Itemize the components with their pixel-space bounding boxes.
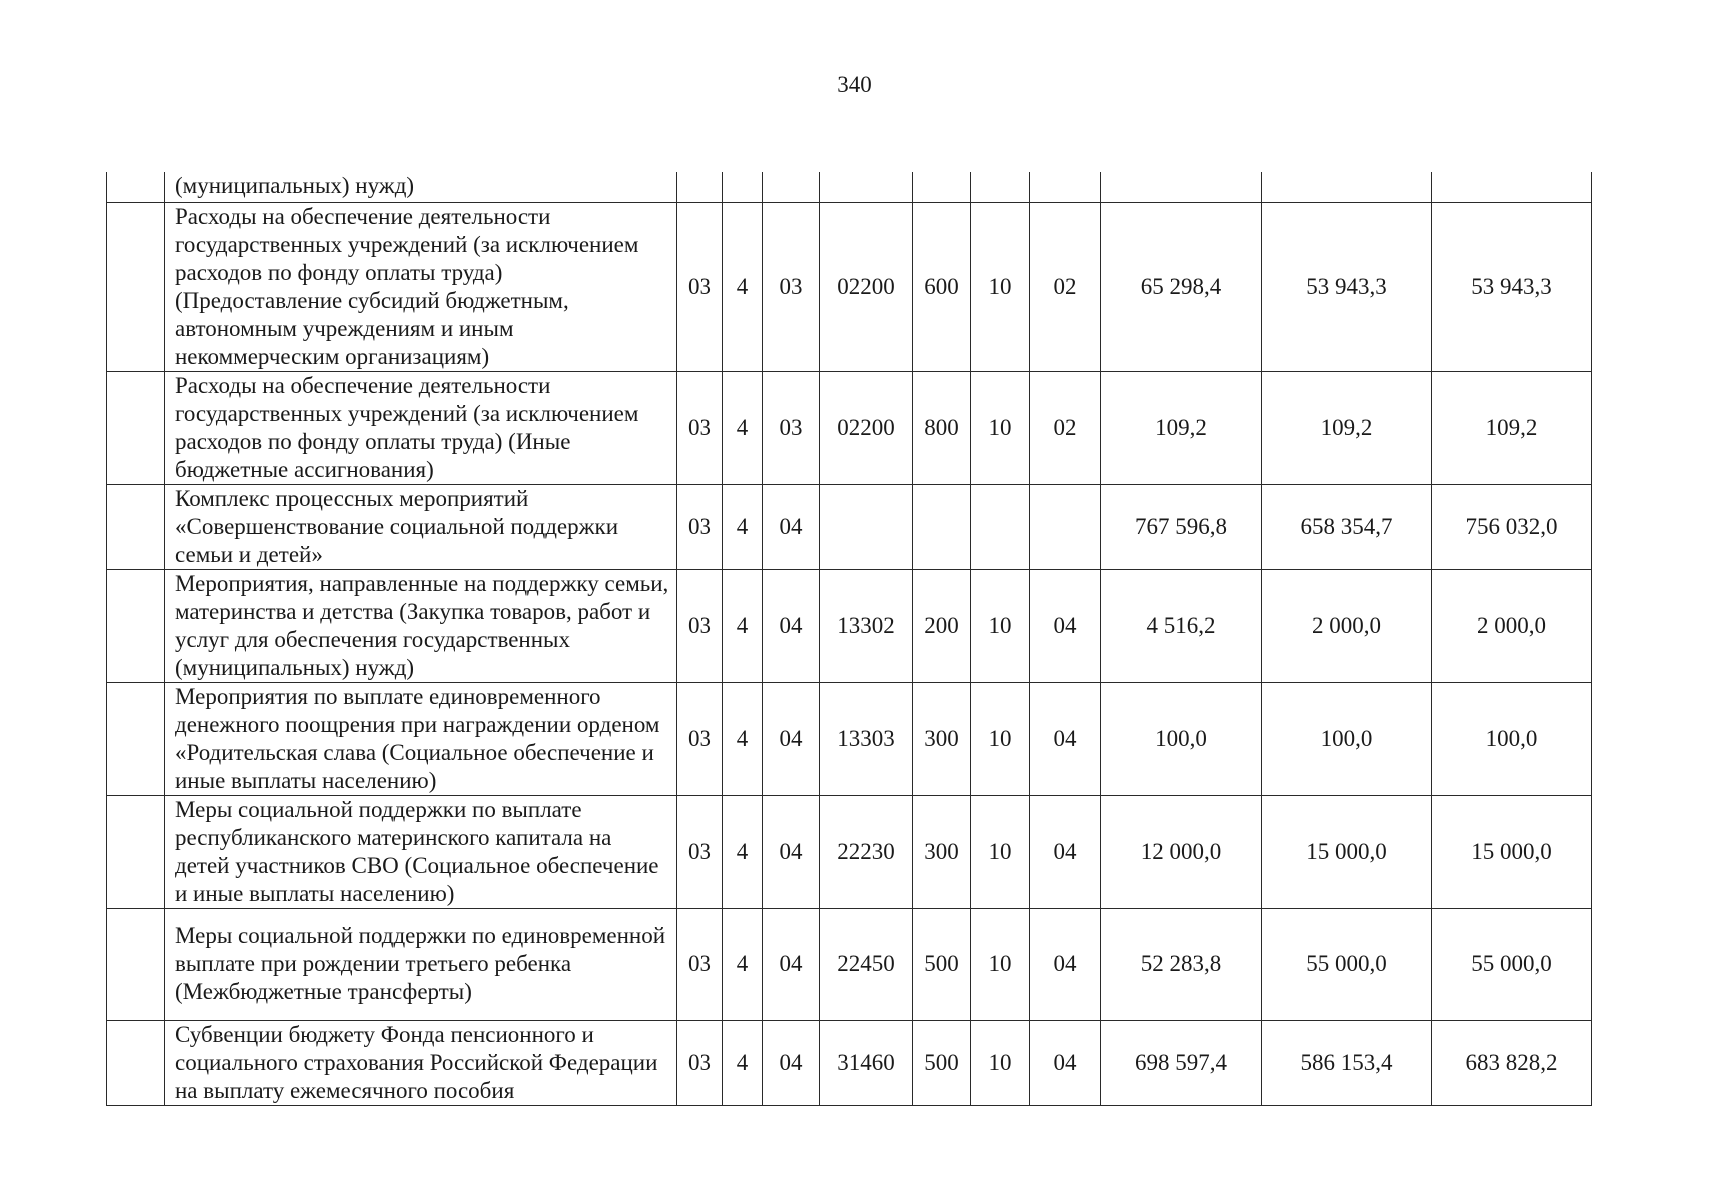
code-cell-vr: 300 <box>913 795 971 908</box>
code-cell-direction: 13303 <box>820 682 913 795</box>
code-cell-vr: 600 <box>913 202 971 371</box>
code-cell-gp <box>677 172 723 202</box>
amount-cell-year-2: 109,2 <box>1262 371 1432 484</box>
code-cell-pr: 04 <box>1030 682 1101 795</box>
table-row <box>107 1020 1592 1105</box>
code-cell-rz: 10 <box>971 1020 1030 1105</box>
code-cell-direction: 13302 <box>820 569 913 682</box>
row-number-cell <box>107 1020 165 1105</box>
code-cell-struct: 03 <box>763 371 820 484</box>
code-cell-gp: 03 <box>677 371 723 484</box>
description-cell: Мероприятия по выплате единовременного денежного поощрения при награждении орденом «Родительская слава (Социальное обеспечение и иные выплаты населению) <box>165 682 677 795</box>
row-number-cell <box>107 569 165 682</box>
amount-cell-year-3: 55 000,0 <box>1432 908 1592 1020</box>
amount-cell-year-3: 756 032,0 <box>1432 484 1592 569</box>
code-cell-vr: 500 <box>913 1020 971 1105</box>
code-cell-vr: 300 <box>913 682 971 795</box>
description-cell: Расходы на обеспечение деятельности государственных учреждений (за исключением расходов по фонду оплаты труда) (Иные бюджетные ассигнования) <box>165 371 677 484</box>
table-row <box>107 484 1592 569</box>
description-cell: Мероприятия, направленные на поддержку семьи, материнства и детства (Закупка товаров, работ и услуг для обеспечения государственных (муниципальных) нужд) <box>165 569 677 682</box>
code-cell-type: 4 <box>723 1020 763 1105</box>
row-number-cell <box>107 202 165 371</box>
amount-cell-year-2 <box>1262 172 1432 202</box>
code-cell-pr <box>1030 484 1101 569</box>
amount-cell-year-3: 15 000,0 <box>1432 795 1592 908</box>
code-cell-vr: 500 <box>913 908 971 1020</box>
row-number-cell <box>107 908 165 1020</box>
code-cell-struct: 04 <box>763 1020 820 1105</box>
code-cell-struct: 04 <box>763 682 820 795</box>
code-cell-gp: 03 <box>677 484 723 569</box>
amount-cell-year-2: 586 153,4 <box>1262 1020 1432 1105</box>
row-number-cell <box>107 371 165 484</box>
code-cell-struct: 03 <box>763 202 820 371</box>
code-cell-type <box>723 172 763 202</box>
table-row <box>107 682 1592 795</box>
amount-cell-year-1: 65 298,4 <box>1101 202 1262 371</box>
code-cell-vr <box>913 484 971 569</box>
table-row <box>107 908 1592 1020</box>
table-row <box>107 371 1592 484</box>
code-cell-gp: 03 <box>677 1020 723 1105</box>
code-cell-pr: 04 <box>1030 569 1101 682</box>
amount-cell-year-1: 767 596,8 <box>1101 484 1262 569</box>
amount-cell-year-1 <box>1101 172 1262 202</box>
code-cell-direction <box>820 172 913 202</box>
amount-cell-year-2: 2 000,0 <box>1262 569 1432 682</box>
amount-cell-year-1: 52 283,8 <box>1101 908 1262 1020</box>
amount-cell-year-1: 12 000,0 <box>1101 795 1262 908</box>
description-cell: Субвенции бюджету Фонда пенсионного и социального страхования Российской Федерации на выплату ежемесячного пособия <box>165 1020 677 1105</box>
page-number: 340 <box>837 72 872 97</box>
code-cell-rz: 10 <box>971 908 1030 1020</box>
code-cell-pr: 04 <box>1030 1020 1101 1105</box>
row-number-cell <box>107 795 165 908</box>
code-cell-gp: 03 <box>677 908 723 1020</box>
table-row <box>107 569 1592 682</box>
description-cell: Комплекс процессных мероприятий «Совершенствование социальной поддержки семьи и детей» <box>165 484 677 569</box>
code-cell-direction: 02200 <box>820 371 913 484</box>
code-cell-type: 4 <box>723 202 763 371</box>
code-cell-vr: 800 <box>913 371 971 484</box>
budget-table <box>106 172 1592 1106</box>
code-cell-pr: 02 <box>1030 202 1101 371</box>
code-cell-direction: 22450 <box>820 908 913 1020</box>
amount-cell-year-3 <box>1432 172 1592 202</box>
description-cell: Меры социальной поддержки по выплате республиканского материнского капитала на детей участников СВО (Социальное обеспечение и иные выплаты населению) <box>165 795 677 908</box>
amount-cell-year-3: 2 000,0 <box>1432 569 1592 682</box>
table-row <box>107 795 1592 908</box>
code-cell-struct: 04 <box>763 795 820 908</box>
code-cell-struct <box>763 172 820 202</box>
amount-cell-year-2: 100,0 <box>1262 682 1432 795</box>
row-number-cell <box>107 172 165 202</box>
code-cell-direction: 22230 <box>820 795 913 908</box>
row-number-cell <box>107 484 165 569</box>
table-row <box>107 172 1592 202</box>
amount-cell-year-2: 55 000,0 <box>1262 908 1432 1020</box>
amount-cell-year-2: 53 943,3 <box>1262 202 1432 371</box>
code-cell-type: 4 <box>723 371 763 484</box>
code-cell-type: 4 <box>723 484 763 569</box>
code-cell-gp: 03 <box>677 795 723 908</box>
code-cell-rz: 10 <box>971 795 1030 908</box>
code-cell-rz: 10 <box>971 371 1030 484</box>
code-cell-rz: 10 <box>971 682 1030 795</box>
code-cell-vr: 200 <box>913 569 971 682</box>
code-cell-type: 4 <box>723 795 763 908</box>
amount-cell-year-3: 109,2 <box>1432 371 1592 484</box>
code-cell-pr: 04 <box>1030 908 1101 1020</box>
code-cell-gp: 03 <box>677 682 723 795</box>
code-cell-rz: 10 <box>971 202 1030 371</box>
code-cell-pr: 02 <box>1030 371 1101 484</box>
table-body <box>107 172 1592 1105</box>
amount-cell-year-3: 53 943,3 <box>1432 202 1592 371</box>
code-cell-vr <box>913 172 971 202</box>
row-number-cell <box>107 682 165 795</box>
code-cell-type: 4 <box>723 682 763 795</box>
code-cell-rz <box>971 484 1030 569</box>
amount-cell-year-3: 100,0 <box>1432 682 1592 795</box>
code-cell-struct: 04 <box>763 908 820 1020</box>
code-cell-rz: 10 <box>971 569 1030 682</box>
table-row <box>107 202 1592 371</box>
code-cell-direction: 31460 <box>820 1020 913 1105</box>
amount-cell-year-2: 15 000,0 <box>1262 795 1432 908</box>
description-cell: Меры социальной поддержки по единовременной выплате при рождении третьего ребенка (Межбюджетные трансферты) <box>165 908 677 1020</box>
description-cell: Расходы на обеспечение деятельности государственных учреждений (за исключением расходов по фонду оплаты труда) (Предоставление субсидий бюджетным, автономным учреждениям и иным некоммерческим организациям) <box>165 202 677 371</box>
amount-cell-year-1: 100,0 <box>1101 682 1262 795</box>
code-cell-gp: 03 <box>677 202 723 371</box>
code-cell-struct: 04 <box>763 484 820 569</box>
description-cell: (муниципальных) нужд) <box>165 172 677 202</box>
code-cell-type: 4 <box>723 569 763 682</box>
amount-cell-year-1: 698 597,4 <box>1101 1020 1262 1105</box>
code-cell-direction: 02200 <box>820 202 913 371</box>
code-cell-pr <box>1030 172 1101 202</box>
amount-cell-year-1: 109,2 <box>1101 371 1262 484</box>
code-cell-direction <box>820 484 913 569</box>
amount-cell-year-3: 683 828,2 <box>1432 1020 1592 1105</box>
amount-cell-year-2: 658 354,7 <box>1262 484 1432 569</box>
code-cell-struct: 04 <box>763 569 820 682</box>
code-cell-rz <box>971 172 1030 202</box>
code-cell-type: 4 <box>723 908 763 1020</box>
amount-cell-year-1: 4 516,2 <box>1101 569 1262 682</box>
code-cell-pr: 04 <box>1030 795 1101 908</box>
code-cell-gp: 03 <box>677 569 723 682</box>
